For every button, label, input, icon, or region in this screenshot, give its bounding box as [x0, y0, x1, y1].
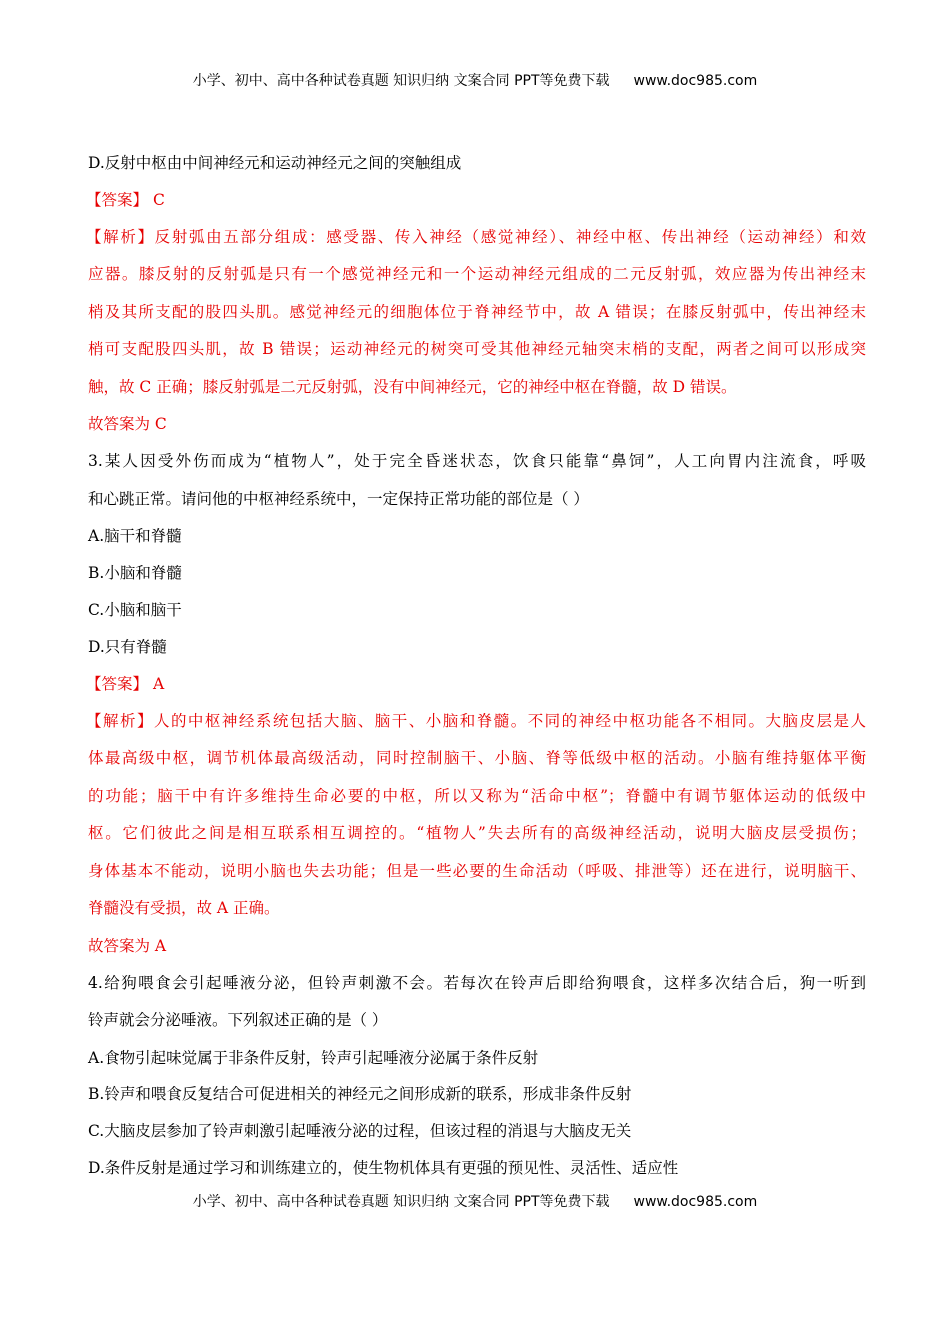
q3-stem-line: 和心跳正常。请问他的中枢神经系统中，一定保持正常功能的部位是（ ）	[88, 489, 589, 508]
q2-analysis-line: 应器。膝反射的反射弧是只有一个感觉神经元和一个运动神经元组成的二元反射弧，效应器为传出神经末	[88, 265, 866, 284]
q3-option-a: A.脑干和脊髓	[88, 527, 182, 546]
q4-option-c: C.大脑皮层参加了铃声刺激引起唾液分泌的过程，但该过程的消退与大脑皮无关	[88, 1122, 632, 1141]
q3-stem-line: 3.某人因受外伤而成为“植物人”，处于完全昏迷状态，饮食只能靠“鼻饲”，人工向胃内注流食，呼吸	[88, 452, 866, 471]
q3-answer	[88, 666, 866, 703]
q3-analysis-tag: 【解析】	[86, 711, 154, 730]
header-url[interactable]: www.doc985.com	[633, 73, 758, 89]
q3-analysis-line: 体最高级中枢，调节机体最高级活动，同时控制脑干、小脑、脊等低级中枢的活动。小脑有维持躯体平衡	[88, 749, 866, 768]
q2-answer-tag: 【答案】	[86, 190, 149, 209]
q4-option-a: A.食物引起味觉属于非条件反射，铃声引起唾液分泌属于条件反射	[88, 1048, 539, 1067]
q2-option-d: D.反射中枢由中间神经元和运动神经元之间的突触组成	[88, 154, 462, 172]
q3-analysis-line: 枢。它们彼此之间是相互联系相互调控的。“植物人”失去所有的高级神经活动，说明大脑皮层受损伤；	[88, 824, 866, 843]
q2-analysis-line: 触，故 C 正确；膝反射弧是二元反射弧，没有中间神经元，它的神经中枢在脊髓，故 D 错误。	[88, 377, 737, 396]
q4-stem-line: 4.给狗喂食会引起唾液分泌，但铃声刺激不会。若每次在铃声后即给狗喂食，这样多次结合后，狗一听到	[88, 973, 866, 992]
q2-answer-value: C	[152, 190, 165, 209]
q2-analysis-line: 反射弧由五部分组成：感受器、传入神经（感觉神经）、神经中枢、传出神经（运动神经）和效	[154, 227, 866, 246]
q4-stem-line: 铃声就会分泌唾液。下列叙述正确的是（ ）	[88, 1011, 388, 1030]
q3-analysis	[88, 703, 866, 928]
q4-stem	[88, 965, 866, 1040]
q3-analysis-line: 人的中枢神经系统包括大脑、脑干、小脑和脊髓。不同的神经中枢功能各不相同。大脑皮层是人	[153, 711, 866, 730]
page-footer	[0, 1191, 950, 1211]
q2-analysis-line: 梢及其所支配的股四头肌。感觉神经元的细胞体位于脊神经节中，故 A 错误；在膝反射弧中，传出神经末	[88, 302, 866, 321]
q4-option-b: B.铃声和喂食反复结合可促进相关的神经元之间形成新的联系，形成非条件反射	[88, 1085, 632, 1104]
document-body	[88, 145, 866, 1187]
header-text: 小学、初中、高中各种试卷真题 知识归纳 文案合同 PPT等免费下载	[192, 73, 610, 89]
q2-analysis	[88, 219, 866, 407]
q3-stem	[88, 443, 866, 518]
q4-option-d: D.条件反射是通过学习和训练建立的，使生物机体具有更强的预见性、灵活性、适应性	[88, 1159, 679, 1178]
q3-analysis-line: 身体基本不能动，说明小脑也失去功能；但是一些必要的生命活动（呼吸、排泄等）还在进行，说明脑干、	[88, 861, 866, 880]
q3-option-b: B.小脑和脊髓	[88, 564, 182, 583]
q3-option-d: D.只有脊髓	[88, 637, 167, 656]
q3-analysis-line: 脊髓没有受损，故 A 正确。	[88, 899, 280, 918]
q3-conclusion: 故答案为 A	[88, 936, 167, 955]
q3-answer-value: A	[152, 674, 165, 693]
q2-analysis-line: 梢可支配股四头肌，故 B 错误；运动神经元的树突可受其他神经元轴突末梢的支配，两者之间可以形成突	[88, 340, 866, 359]
page-header	[0, 70, 950, 90]
q3-option-c: C.小脑和脑干	[88, 600, 182, 619]
footer-url[interactable]: www.doc985.com	[633, 1194, 758, 1210]
footer-text: 小学、初中、高中各种试卷真题 知识归纳 文案合同 PPT等免费下载	[192, 1194, 610, 1210]
q3-answer-tag: 【答案】	[86, 674, 149, 693]
q3-analysis-line: 的功能；脑干中有许多维持生命必要的中枢，所以又称为“活命中枢”；脊髓中有调节躯体运动的低级中	[88, 786, 866, 805]
q2-conclusion: 故答案为 C	[88, 415, 167, 434]
q2-answer	[88, 182, 866, 219]
q2-analysis-tag: 【解析】	[86, 227, 155, 246]
